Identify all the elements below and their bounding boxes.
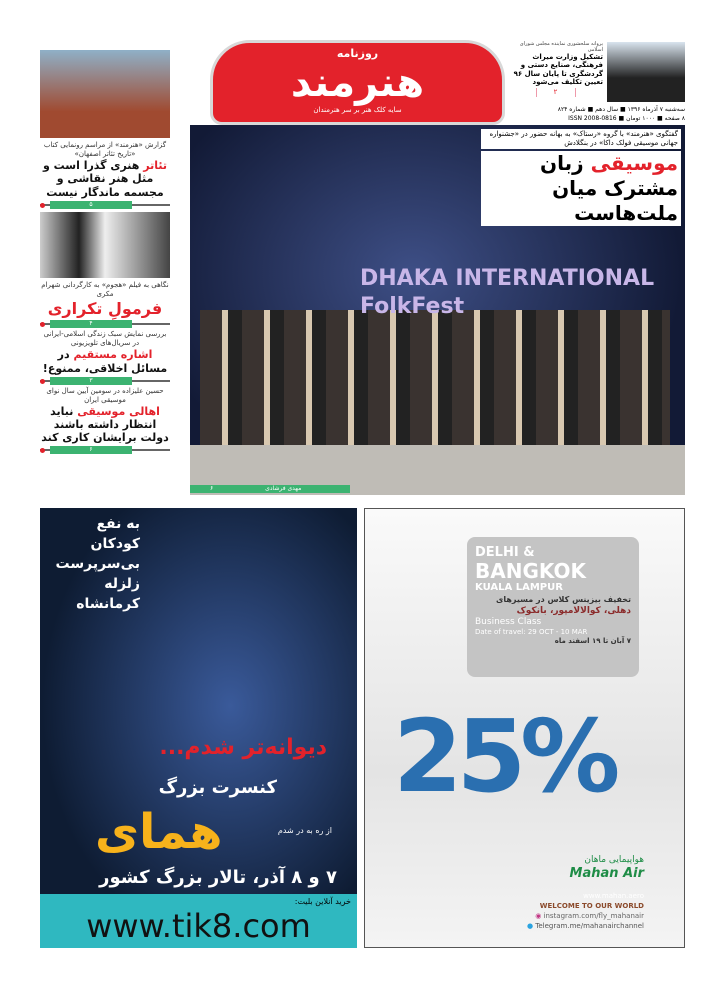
ad-airline-line3: KUALA LAMPUR — [475, 582, 563, 593]
sidebar-0-headline-red: تئاتر — [143, 159, 168, 173]
ad-album: از ره به در شدم — [277, 826, 332, 835]
sidebar-2-page: ۳ — [50, 377, 132, 385]
sidebar-3-headline-rest: نباید انتظار داشته باشند دولت برایشان کاری کند — [41, 404, 169, 445]
ad-artist: همای — [95, 804, 223, 860]
logo-slogan: سایه کلک هنر بر سر هنرمندان — [313, 106, 402, 114]
ad-airline-welcome: WELCOME TO OUR WORLD — [539, 902, 644, 910]
top-story-kicker: پروانه سلحشوری نماینده مجلس شورای اسلامی — [519, 41, 603, 53]
ad-offer-panel — [467, 537, 639, 677]
top-story-page: ۲ — [536, 88, 576, 97]
sidebar — [40, 50, 170, 456]
telegram-icon: ● — [526, 922, 534, 930]
bar — [40, 377, 170, 385]
ad-airline-fa-travel: ۷ آبان تا ۱۹ اسفند ماه — [554, 637, 631, 645]
bar — [40, 320, 170, 328]
head — [40, 405, 170, 445]
dot — [40, 448, 45, 453]
ad-date-venue: ۷ و ۸ آذر، تالار بزرگ کشور — [99, 867, 337, 888]
ad-airline-brand-fa: هواپیمایی ماهان — [584, 855, 644, 865]
main-footer-bar — [190, 485, 350, 493]
ad-airline-travel: Date of travel: 29 OCT - 10 MAR — [475, 628, 588, 636]
instagram-icon: ◉ — [535, 912, 542, 920]
dot — [40, 322, 45, 327]
head — [40, 159, 170, 199]
ad-discount: 25% — [393, 698, 615, 815]
top-story-photo — [607, 42, 685, 102]
bar — [40, 446, 170, 454]
ad-airline-fa-cities: دهلی، کوالالامپور، بانکوک — [516, 606, 631, 616]
main-story-page: ۶ — [210, 485, 214, 492]
top-story[interactable] — [510, 42, 685, 102]
ad-url-bar[interactable] — [40, 894, 357, 948]
ad-concert: کنسرت بزرگ — [158, 777, 277, 798]
ad-charity: به نفع کودکان بی‌سرپرست زلزله کرمانشاه — [55, 516, 140, 612]
sidebar-story-4[interactable] — [40, 387, 170, 455]
issue-info — [510, 106, 685, 123]
top-story-headline: تشکیل وزارت میراث فرهنگی، صنایع دستی و گردشگری تا پایان سال ۹۶ تعیین تکلیف می‌شود — [513, 53, 603, 87]
ad-airline-class: Business Class — [475, 617, 542, 627]
concert-ad[interactable] — [40, 508, 357, 948]
ad-url: www.tik8.com — [86, 907, 311, 945]
logo-title: هنرمند — [290, 60, 425, 106]
sidebar-1-headline-red: فرمولِ تکراری — [47, 298, 163, 318]
sidebar-photo-1 — [40, 50, 170, 138]
ad-airline-line1: DELHI & — [475, 545, 535, 560]
sidebar-3-headline-red: اهالی موسیقی — [77, 404, 160, 418]
main-headline — [481, 151, 681, 226]
main-story[interactable] — [190, 125, 685, 495]
sidebar-0-headline-rest: هنری گذرا است و مثل هنر نقاشی و مجسمه ماندگار نیست — [42, 159, 164, 199]
sidebar-photo-2 — [40, 212, 170, 278]
issue-info-pages: ۸ صفحه — [664, 114, 685, 122]
main-story-headline-red: موسیقی — [590, 151, 678, 176]
instagram-link[interactable] — [527, 911, 644, 921]
abs — [508, 42, 603, 98]
musicians-group — [200, 310, 670, 460]
issue-info-number: شماره ۸۲۴ — [557, 106, 586, 113]
element: سه‌شنبه ۷ آذرماه ۱۳۹۶ ■ سال دهم ■ شماره ۸۲۴ — [557, 106, 685, 113]
sidebar-2-headline-rest: در مسائل اخلاقی، ممنوع! — [42, 348, 168, 375]
ad-concert-buy-label: خرید آنلاین بلیت: — [294, 897, 351, 906]
festival-banner: DHAKA INTERNATIONAL FolkFest — [360, 266, 655, 319]
ad-brand: Mahan Air — [569, 866, 644, 881]
sidebar-story-3[interactable] — [40, 330, 170, 385]
ad-airline-telegram: Telegram.me/mahanairchannel — [535, 922, 644, 930]
sidebar-1-kicker: نگاهی به فیلم «هجوم» به کارگردانی شهرام مکری — [41, 280, 169, 298]
logo-pretitle: روزنامه — [336, 47, 379, 60]
airline-ad[interactable] — [364, 508, 685, 948]
head — [40, 348, 170, 374]
dot — [40, 379, 45, 384]
abs — [570, 854, 644, 882]
sidebar-0-kicker: گزارش «هنرمند» از مراسم رونمایی کتاب «تاریخ تئاتر اصفهان» — [43, 141, 167, 159]
issue-info-issn: ISSN 2008-0816 — [568, 114, 617, 122]
sidebar-story-1[interactable] — [40, 141, 170, 209]
dot — [40, 203, 45, 208]
sidebar-2-kicker: بررسی نمایش سبک زندگی اسلامی-ایرانی در سریال‌های تلویزیونی — [43, 330, 167, 348]
sidebar-2-headline-red: اشاره مستقیم — [73, 348, 153, 362]
abs — [481, 129, 681, 226]
ad-tagline: دیوانه‌تر شدم... — [159, 735, 327, 760]
sidebar-story-2[interactable] — [40, 281, 170, 328]
sidebar-3-kicker: حسین علیزاده در سومین آیین سال نوای موسیقی ایران — [46, 386, 164, 404]
sidebar-1-page: ۴ — [50, 320, 132, 328]
abs — [527, 891, 644, 931]
ad-airline-line2: BANGKOK — [475, 559, 586, 583]
issue-info-price: ۱۰۰۰ تومان — [626, 114, 656, 122]
sidebar-3-page: ۶ — [50, 446, 132, 454]
issue-info-year: سال دهم — [595, 106, 619, 113]
main-story-headline-rest: زبان مشترک میان ملت‌هاست — [540, 151, 678, 226]
bar — [40, 201, 170, 209]
element: ۸ صفحه ■ ۱۰۰۰ تومان ■ ISSN 2008-0816 — [568, 114, 685, 122]
ad-airline-instagram: instagram.com/fly_mahanair — [543, 912, 644, 920]
ad-airline-site: www.mahan.aero — [583, 892, 644, 900]
sidebar-0-page: ۵ — [50, 201, 132, 209]
main-kicker: گفتگوی «هنرمند» با گروه «رستاک» به بهانه حضور در «جشنواره جهانی موسیقی فولک داکا» در بنگلادش — [481, 129, 681, 149]
issue-info-date: سه‌شنبه ۷ آذرماه ۱۳۹۶ — [627, 106, 685, 113]
ad-airline-fa-offer: تخفیف بیزینس کلاس در مسیرهای — [496, 595, 631, 604]
photo-credit: مهدی فرشادی — [265, 485, 302, 492]
telegram-link[interactable] — [527, 921, 644, 931]
masthead-logo — [210, 40, 505, 125]
